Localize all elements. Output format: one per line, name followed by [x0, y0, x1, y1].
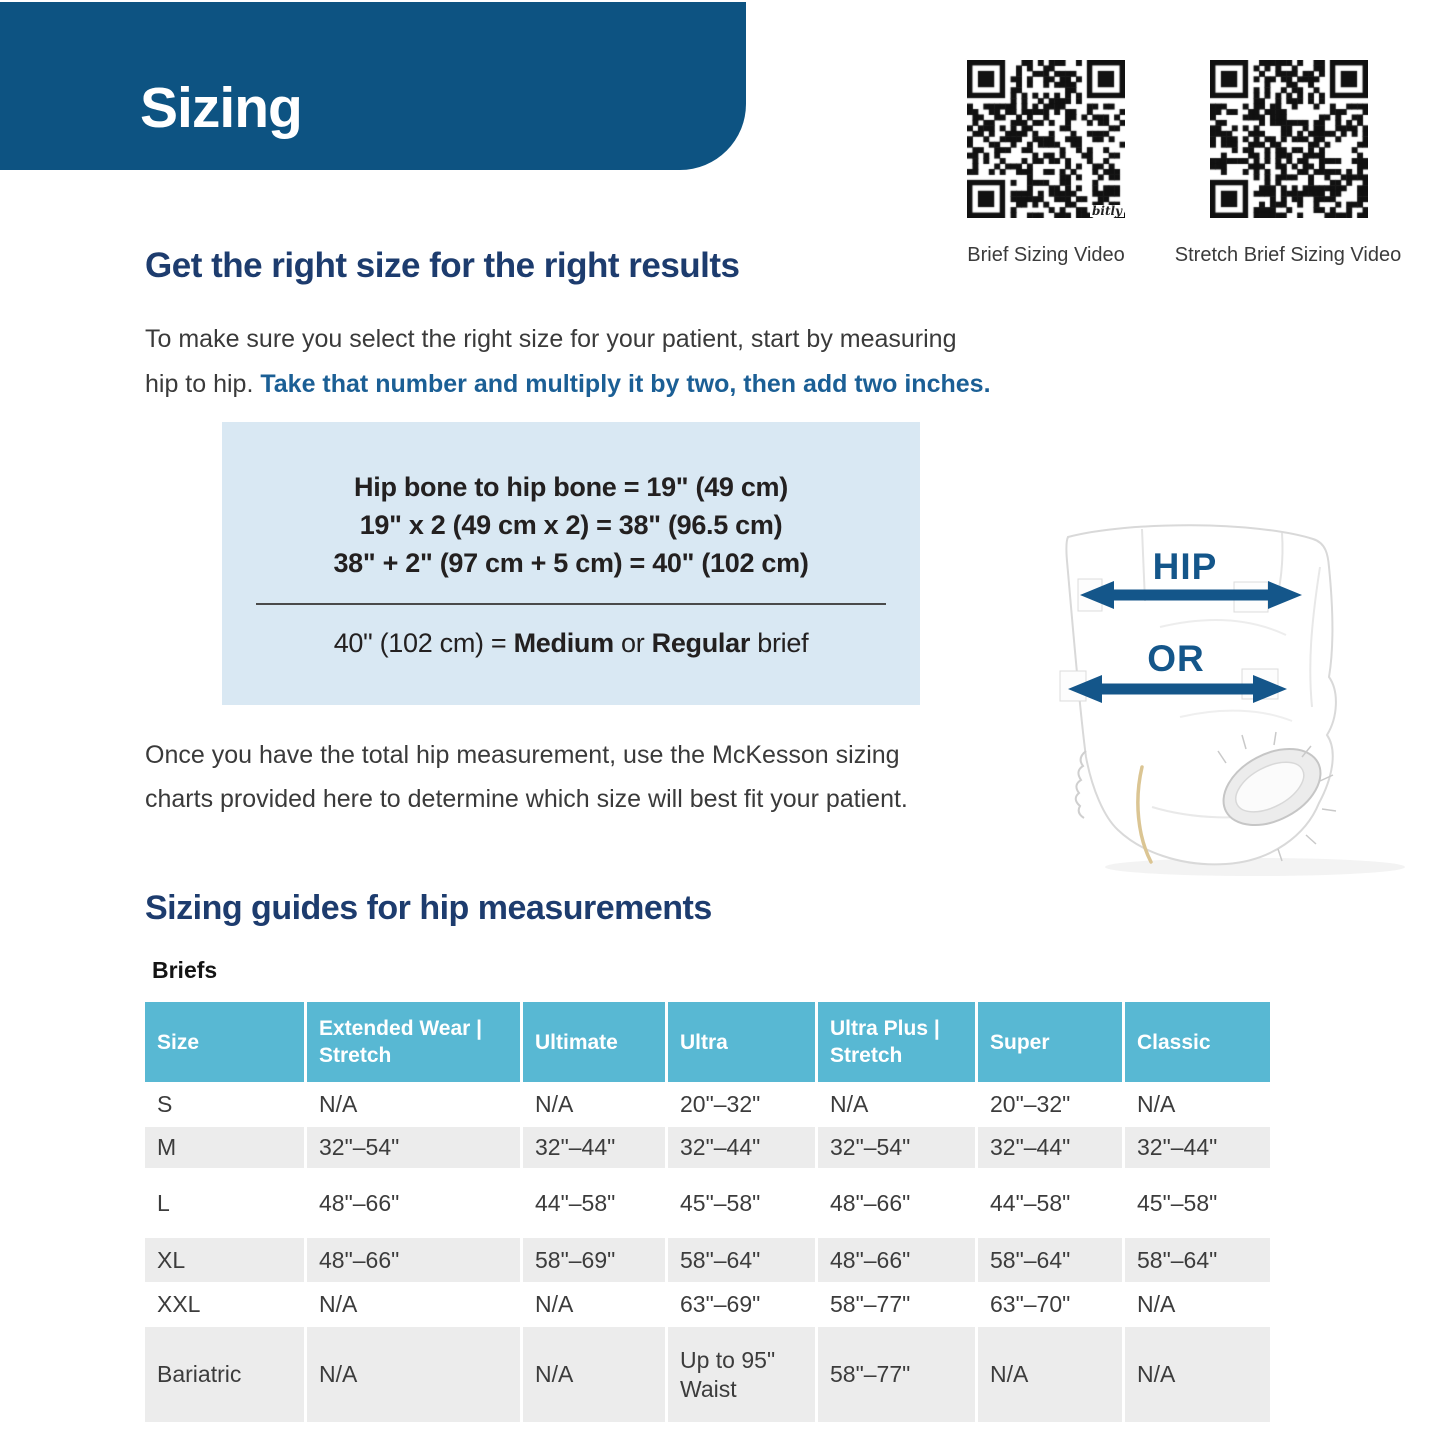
table-row-s [145, 1082, 1270, 1127]
size-cell: S [145, 1082, 307, 1127]
table-row-xxl [145, 1282, 1270, 1327]
briefs-sizing-table [145, 1002, 1270, 1422]
range-cell: N/A [523, 1327, 668, 1422]
table-row-xl [145, 1238, 1270, 1282]
range-cell: 44"–58" [978, 1168, 1125, 1238]
size-cell: M [145, 1127, 307, 1168]
calc-result-regular: Regular [651, 628, 751, 658]
range-cell: 48"–66" [818, 1238, 978, 1282]
intro-heading: Get the right size for the right results [145, 246, 740, 285]
range-cell: 20"–32" [978, 1082, 1125, 1127]
range-cell: 63"–69" [668, 1282, 818, 1327]
range-cell: 45"–58" [1137, 1189, 1218, 1216]
range-cell: 58"–64" [1125, 1238, 1270, 1282]
stretch-brief-sizing-video-qr-code [1210, 60, 1368, 218]
calc-result-or: or [613, 628, 652, 658]
bitly-logo: bitly [1092, 204, 1123, 218]
calc-result-prefix: 40" (102 cm) = [333, 628, 514, 658]
range-cell: 63"–70" [978, 1282, 1125, 1327]
range-cell: 44"–58" [523, 1168, 668, 1238]
range-cell: N/A [307, 1327, 523, 1422]
range-cell: 58"–64" [668, 1238, 818, 1282]
range-cell: 48"–66" [307, 1238, 523, 1282]
range-cell: N/A [523, 1282, 668, 1327]
intro-text-bold: Take that number and multiply it by two, then add two inches. [260, 370, 991, 398]
intro-text-line1: To make sure you select the right size for your patient, start by measuring [145, 325, 957, 353]
range-cell: N/A [307, 1282, 523, 1327]
column-header-ultra: Ultra [668, 1002, 818, 1082]
size-cell: Bariatric [145, 1327, 307, 1422]
intro-text-line2: hip to hip. [145, 370, 261, 398]
column-header-ultimate: Ultimate [523, 1002, 668, 1082]
range-cell: 48"–66" [818, 1168, 978, 1238]
range-cell: 32"–54" [818, 1127, 978, 1168]
outro-paragraph [145, 733, 908, 821]
range-cell: 58"–77" [818, 1327, 978, 1422]
table-row-bariatric [145, 1327, 1270, 1422]
page-banner [0, 2, 746, 170]
briefs-table-title: Briefs [152, 957, 218, 983]
range-cell: 58"–64" [978, 1238, 1125, 1282]
brief-sizing-video-qr-code [967, 60, 1125, 218]
table-header-row [145, 1002, 1270, 1082]
calc-result-suffix: brief [750, 628, 809, 658]
calc-line-2: 19" x 2 (49 cm x 2) = 38" (96.5 cm) [359, 510, 783, 540]
or-label: OR [1147, 638, 1205, 679]
size-cell: XXL [145, 1282, 307, 1327]
range-cell: Up to 95" Waist [668, 1327, 818, 1422]
range-cell: N/A [1125, 1327, 1270, 1422]
column-header-classic: Classic [1125, 1002, 1270, 1082]
outro-line1: Once you have the total hip measurement, use the McKesson sizing [145, 741, 900, 769]
calc-divider [256, 603, 886, 605]
column-header-super: Super [978, 1002, 1125, 1082]
range-cell: 45"–58" [668, 1168, 818, 1238]
range-cell: 58"–77" [818, 1282, 978, 1327]
size-cell: XL [145, 1238, 307, 1282]
range-cell: 32"–54" [307, 1127, 523, 1168]
sizing-guides-heading: Sizing guides for hip measurements [145, 889, 712, 927]
range-cell: 32"–44" [668, 1127, 818, 1168]
intro-paragraph [145, 317, 1085, 407]
range-cell: 32"–44" [978, 1127, 1125, 1168]
range-cell: 58"–69" [523, 1238, 668, 1282]
brief-sizing-video-qr-label: Brief Sizing Video [967, 244, 1125, 266]
calc-lines [222, 422, 920, 582]
brief-left-ruffle [1076, 751, 1086, 818]
table-row-l [145, 1168, 1270, 1238]
column-header-extended-wear-stretch: Extended Wear | Stretch [307, 1002, 523, 1082]
range-cell: N/A [978, 1327, 1125, 1422]
size-cell: L [145, 1168, 307, 1238]
hip-label: HIP [1152, 546, 1218, 587]
range-cell: N/A [307, 1082, 523, 1127]
table-body [145, 1082, 1270, 1422]
range-cell: 48"–66" [307, 1168, 523, 1238]
range-cell: 32"–44" [523, 1127, 668, 1168]
range-cell: N/A [818, 1082, 978, 1127]
calc-line-3: 38" + 2" (97 cm + 5 cm) = 40" (102 cm) [333, 548, 809, 578]
range-cell: 20"–32" [668, 1082, 818, 1127]
table-row-m [145, 1127, 1270, 1168]
range-cell: 32"–44" [1125, 1127, 1270, 1168]
calc-result-medium: Medium [513, 628, 614, 658]
stretch-brief-sizing-video-qr-label: Stretch Brief Sizing Video [1174, 244, 1402, 266]
measurement-example-box [222, 422, 920, 705]
column-header-size: Size [145, 1002, 307, 1082]
outro-line2: charts provided here to determine which size will best fit your patient. [145, 785, 908, 813]
calc-line-1: Hip bone to hip bone = 19" (49 cm) [354, 472, 788, 502]
calc-result-line [222, 628, 920, 659]
column-header-ultra-plus-stretch: Ultra Plus | Stretch [818, 1002, 978, 1082]
range-cell: N/A [1137, 1291, 1176, 1317]
range-cell: N/A [523, 1082, 668, 1127]
brief-measurement-diagram [1030, 505, 1445, 880]
range-cell: N/A [1137, 1091, 1176, 1117]
page-title: Sizing [140, 76, 302, 140]
